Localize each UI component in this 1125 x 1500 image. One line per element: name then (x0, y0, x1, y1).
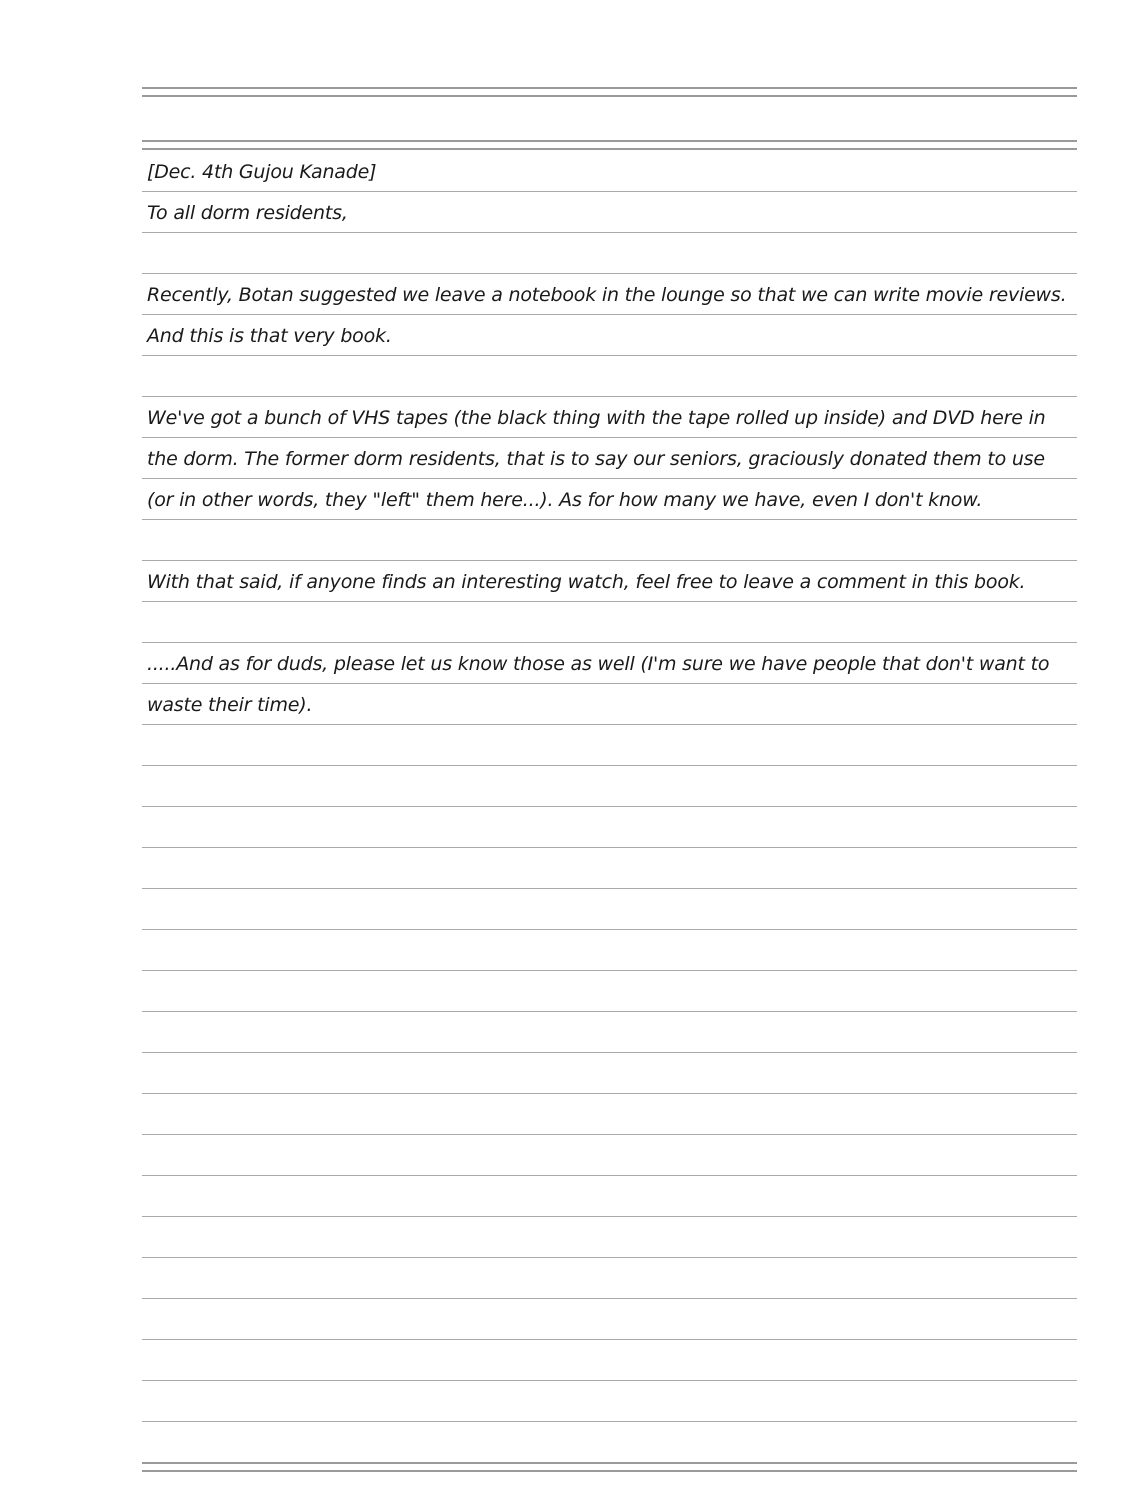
top-rule (142, 148, 1077, 150)
entry-greeting: To all dorm residents, (147, 202, 348, 224)
paragraph-2-line-2: the dorm. The former dorm residents, that is to say our seniors, graciously donated them to use (147, 448, 1045, 470)
ruled-line (142, 1257, 1077, 1258)
ruled-line (142, 1339, 1077, 1340)
ruled-line (142, 560, 1077, 561)
ruled-line (142, 601, 1077, 602)
ruled-line (142, 232, 1077, 233)
ruled-line (142, 1052, 1077, 1053)
ruled-line (142, 1216, 1077, 1217)
paragraph-1-line-1: Recently, Botan suggested we leave a notebook in the lounge so that we can write movie reviews. (147, 284, 1067, 306)
ruled-line (142, 765, 1077, 766)
ruled-line (142, 1421, 1077, 1422)
ruled-line (142, 1011, 1077, 1012)
ruled-line (142, 724, 1077, 725)
top-rule (142, 95, 1077, 97)
ruled-line (142, 1093, 1077, 1094)
paragraph-4-line-2: waste their time). (147, 694, 313, 716)
ruled-line (142, 888, 1077, 889)
ruled-line (142, 970, 1077, 971)
bottom-rule (142, 1462, 1077, 1464)
ruled-line (142, 806, 1077, 807)
paragraph-4-line-1: .....And as for duds, please let us know those as well (I'm sure we have people that don't want to (147, 653, 1050, 675)
ruled-line (142, 683, 1077, 684)
ruled-line (142, 1134, 1077, 1135)
entry-header: [Dec. 4th Gujou Kanade] (147, 161, 377, 183)
ruled-line (142, 929, 1077, 930)
ruled-line (142, 314, 1077, 315)
ruled-line (142, 519, 1077, 520)
paragraph-2-line-1: We've got a bunch of VHS tapes (the black thing with the tape rolled up inside) and DVD here in (147, 407, 1046, 429)
paragraph-1-line-2: And this is that very book. (147, 325, 392, 347)
ruled-line (142, 191, 1077, 192)
paragraph-3: With that said, if anyone finds an interesting watch, feel free to leave a comment in this book. (147, 571, 1026, 593)
ruled-line (142, 1175, 1077, 1176)
ruled-line (142, 642, 1077, 643)
ruled-line (142, 1380, 1077, 1381)
ruled-line (142, 355, 1077, 356)
paragraph-2-line-3: (or in other words, they "left" them here...). As for how many we have, even I don't know. (147, 489, 983, 511)
ruled-line (142, 1298, 1077, 1299)
ruled-line (142, 437, 1077, 438)
bottom-rule (142, 1470, 1077, 1472)
ruled-line (142, 478, 1077, 479)
ruled-line (142, 847, 1077, 848)
ruled-line (142, 273, 1077, 274)
top-rule (142, 87, 1077, 89)
ruled-line (142, 396, 1077, 397)
top-rule (142, 140, 1077, 142)
